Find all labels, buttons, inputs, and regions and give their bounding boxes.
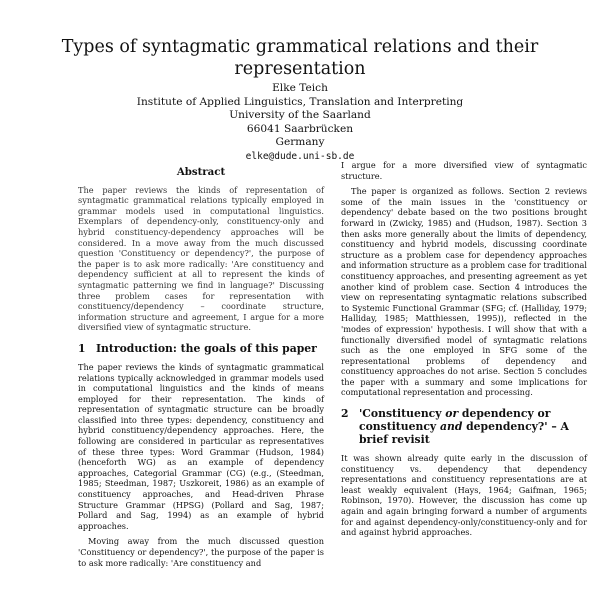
section-2-paragraph: It was shown already quite early in the discussion of constituency vs. dependency that dependency representations and constituency representations are at least weakly equivalent (Hays, 1964; Gaifman, 1965; Robinson, 1970). However, the discussion has come up again and again bringing forward a number of arguments for and against dependency-only/constituency-only and for and against hybrid approaches. — [341, 453, 587, 538]
author-block — [40, 82, 560, 163]
affiliation-line: 66041 Saarbrücken — [246, 122, 354, 135]
section-title-emphasis: or — [445, 407, 459, 421]
section-number: 1 — [78, 341, 86, 355]
section-1-paragraph: The paper reviews the kinds of syntagmatic grammatical relations typically acknowledged in grammar models used in computational linguistics and the kinds of means employed for their representation. The kinds of representation of syntagmatic structure can be broadly classified into three types: dependency, constituency and hybrid constituency/dependency approaches. Here, the following are considered in particular as representatives of these three types: Word Grammar (Hudson, 1984) (henceforth WG) as an example of dependency approaches, Categorial Grammar (CG) (e.g., (Steedman, 1985; Steedman, 1987; Uszkoreit, 1986) as an example of constituency approaches, and Head-driven Phrase Structure Grammar (HPSG) (Pollard and Sag, 1987; Pollard and Sag, 1994) as an example of hybrid approaches. — [78, 361, 324, 531]
section-title: Introduction: the goals of this paper — [96, 341, 317, 355]
section-title-part: dependency?' – A brief revisit — [359, 420, 569, 447]
affiliation-line: Institute of Applied Linguistics, Translation and Interpreting — [136, 95, 464, 108]
section-number: 2 — [341, 407, 349, 421]
abstract-text: The paper reviews the kinds of representation of syntagmatic grammatical relations typically employed in grammar models used in computational linguistics. Exemplars of dependency-only, constituency-only and hybrid constituency-dependency approaches will be considered. In a move away from the much discussed question 'Constituency or dependency?', the purpose of the paper is to ask more radically: 'Are constituency and dependency sufficient at all to represent the kinds of syntagmatic patterning we find in language?' Discussing three problem cases for representation with constituency/dependency – coordinate structure, information structure and agreement, I argue for a more diversified view of syntagmatic structure. — [78, 184, 324, 333]
author-name: Elke Teich — [272, 82, 328, 94]
affiliation-line: Germany — [275, 136, 325, 148]
left-column — [78, 163, 324, 573]
section-title-part: 'Constituency — [359, 407, 446, 421]
section-2-heading — [341, 407, 587, 446]
paragraph-continuation: I argue for a more diversified view of syntagmatic structure. — [341, 160, 587, 181]
right-column — [341, 160, 587, 543]
section-title-emphasis: and — [439, 420, 463, 434]
author-email: elke@dude.uni-sb.de — [245, 150, 355, 162]
section-title — [359, 407, 587, 446]
section-1-paragraph: Moving away from the much discussed question 'Constituency or dependency?', the purpose of the paper is to ask more radically: 'Are constituency and — [78, 536, 324, 568]
section-title-part: dependency or constituency — [359, 407, 551, 434]
affiliation-line: University of the Saarland — [229, 109, 371, 121]
abstract-heading: Abstract — [176, 166, 226, 178]
section-1-heading — [78, 342, 324, 355]
paper-title: Types of syntagmatic grammatical relations and their representation — [61, 37, 539, 79]
outline-paragraph: The paper is organized as follows. Section 2 reviews some of the main issues in the 'constituency or dependency' debate based on the two positions brought forward in (Zwicky, 1985) and (Hudson, 1987). Section 3 then asks more generally about the limits of dependency, constituency and hybrid models, discussing coordinate structure as a problem case for dependency approaches and information structure as a problem case for traditional constituency approaches, and presenting agreement as yet another kind of problem case. Section 4 introduces the view on representating syntagmatic relations subscribed to Systemic Functional Grammar (SFG; cf. (Halliday, 1979; Halliday, 1985; Matthiessen, 1995)), reflected in the 'modes of expression' hypothesis. I will show that with a functionally diversified model of syntagmatic relations such as the one employed in SFG some of the representational problems of dependency and constituency approaches do not arise. Section 5 concludes the paper with a summary and some implications for computational representation and processing. — [341, 186, 587, 398]
